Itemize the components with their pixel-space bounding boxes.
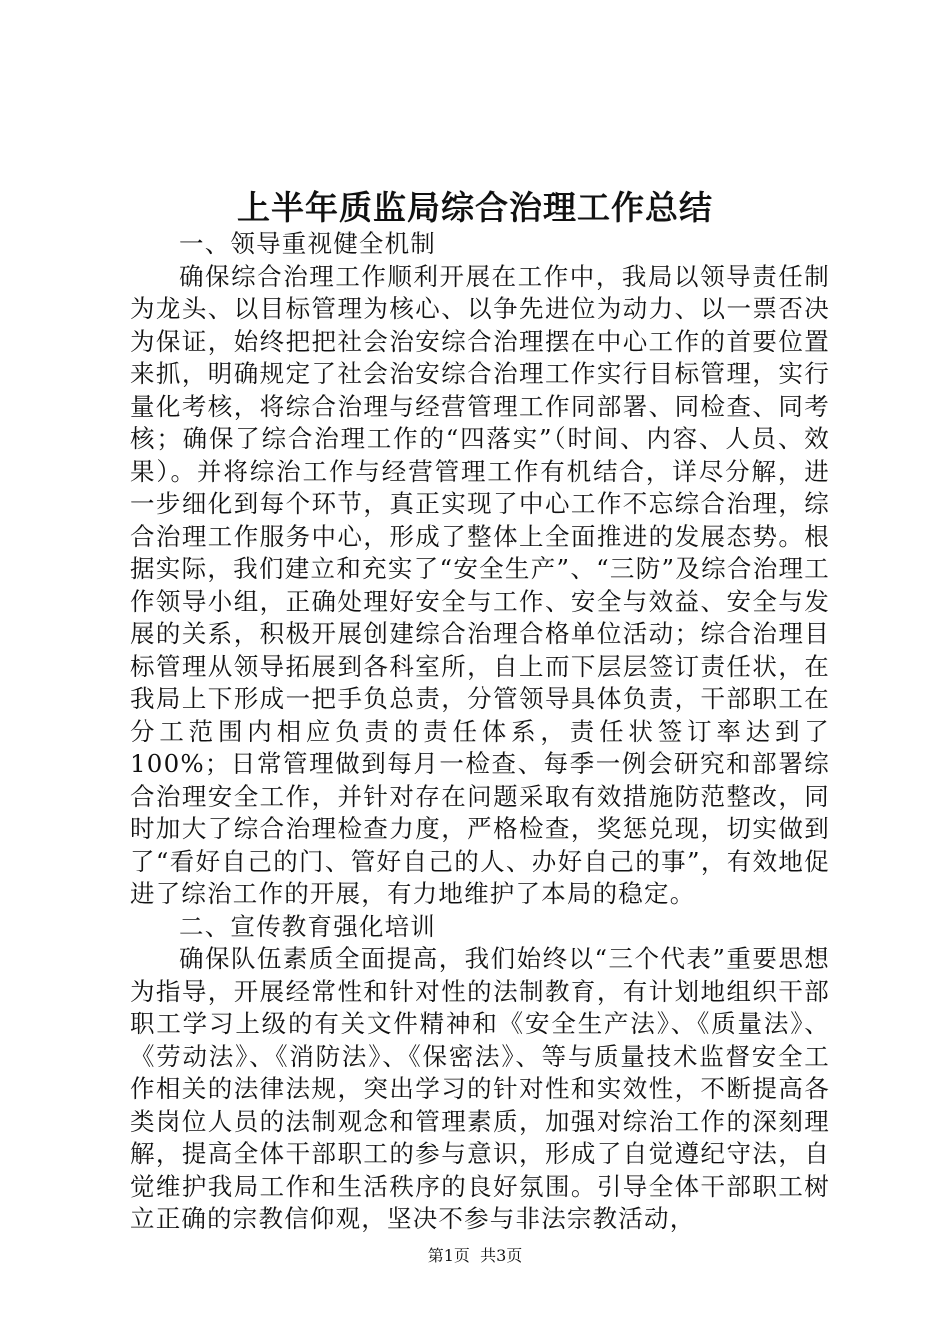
page-footer [0, 1245, 950, 1267]
section-heading-2: 二、宣传教育强化培训 [179, 911, 436, 941]
section-paragraph-1: 确保综合治理工作顺利开展在工作中，我局以领导责任制为龙头、以目标管理为核心、以争先进位为动力、以一票否决为保证，始终把把社会治安综合治理摆在中心工作的首要位置来抓，明确规定了社会治安综合治理工作实行目标管理，实行量化考核，将综合治理与经营管理工作同部署、同检查、同考核；确保了综合治理工作的“四落实”（时间、内容、人员、效果）。并将综治工作与经营管理工作有机结合，详尽分解，进一步细化到每个环节，真正实现了中心工作不忘综合治理，综合治理工作服务中心，形成了整体上全面推进的发展态势。根据实际，我们建立和充实了“安全生产”、“三防”及综合治理工作领导小组，正确处理好安全与工作、安全与效益、安全与发展的关系，积极开展创建综合治理合格单位活动；综合治理目标管理从领导拓展到各科室所，自上而下层层签订责任状，在我局上下形成一把手负总责，分管领导具体负责，干部职工在分工范围内相应负责的责任体系，责任状签订率达到了100%；日常管理做到每月一检查、每季一例会研究和部署综合治理安全工作，并针对存在问题采取有效措施防范整改，同时加大了综合治理检查力度，严格检查，奖惩兑现，切实做到了“看好自己的门、管好自己的人、办好自己的事”，有效地促进了综治工作的开展，有力地维护了本局的稳定。 [130, 261, 830, 908]
section-paragraph-2: 确保队伍素质全面提高，我们始终以“三个代表”重要思想为指导，开展经常性和针对性的法制教育，有计划地组织干部职工学习上级的有关文件精神和《安全生产法》、《质量法》、《劳动法》、《消防法》、《保密法》、等与质量技术监督安全工作相关的法律法规，突出学习的针对性和实效性，不断提高各类岗位人员的法制观念和管理素质，加强对综治工作的深刻理解，提高全体干部职工的参与意识，形成了自觉遵纪守法，自觉维护我局工作和生活秩序的良好氛围。引导全体干部职工树立正确的宗教信仰观，坚决不参与非法宗教活动， [130, 944, 830, 1233]
document-body [130, 228, 830, 1236]
document-title: 上半年质监局综合治理工作总结 [237, 188, 713, 227]
section-heading-1: 一、领导重视健全机制 [179, 229, 436, 258]
page-number: 第1页 共3页 [427, 1246, 523, 1265]
